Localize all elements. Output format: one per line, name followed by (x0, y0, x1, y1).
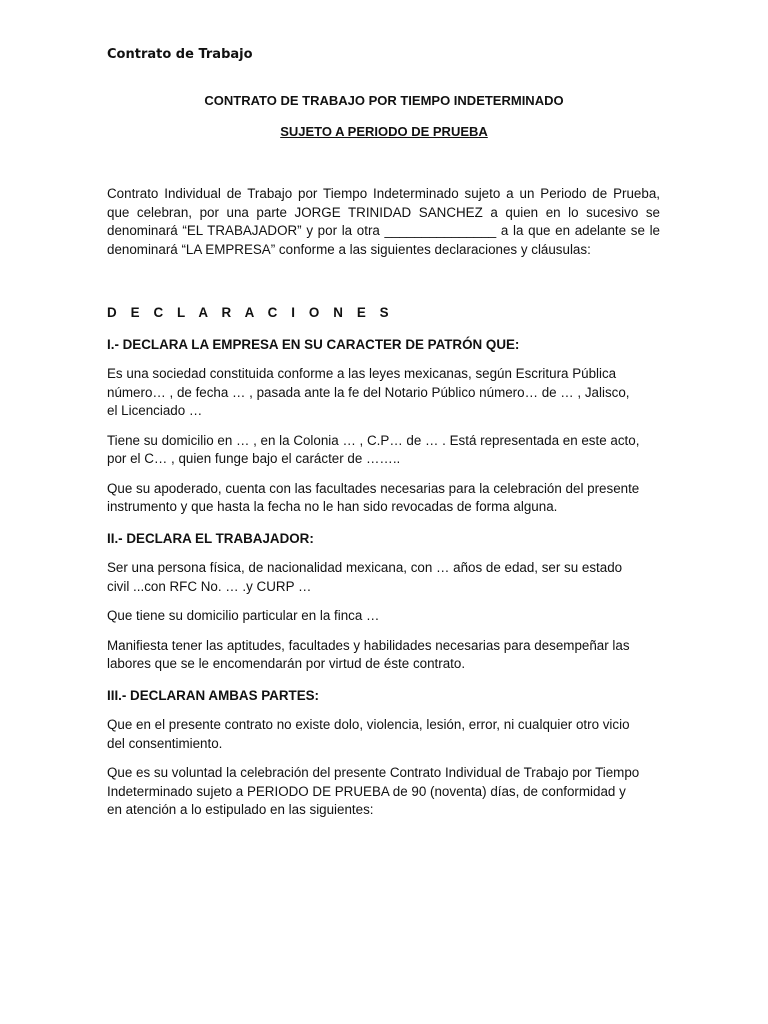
section-heading-trabajador: II.- DECLARA EL TRABAJADOR: (107, 530, 314, 546)
section-heading-empresa: I.- DECLARA LA EMPRESA EN SU CARACTER DE PATRÓN QUE: (107, 336, 520, 352)
ambas-paragraph-will (107, 764, 660, 820)
trabajador-paragraph-identity (107, 559, 660, 596)
paragraph-line: por el C… , quien funge bajo el carácter de …….. (107, 451, 401, 466)
paragraph-line: civil ...con RFC No. … .y CURP … (107, 578, 312, 594)
trabajador-paragraph-aptitudes (107, 637, 660, 674)
paragraph-line: Manifiesta tener las aptitudes, facultades y habilidades necesarias para desempeñar las (107, 637, 630, 653)
paragraph-line: Indeterminado sujeto a PERIODO DE PRUEBA de 90 (noventa) días, de conformidad y (107, 783, 626, 799)
paragraph-line: del consentimiento. (107, 735, 223, 751)
paragraph-line: el Licenciado … (107, 403, 203, 418)
contract-subtitle: SUJETO A PERIODO DE PRUEBA (280, 124, 488, 139)
trabajador-paragraph-domicile: Que tiene su domicilio particular en la finca … (107, 608, 380, 623)
paragraph-line: Que su apoderado, cuenta con las facultades necesarias para la celebración del presente (107, 480, 640, 496)
paragraph-line: Que en el presente contrato no existe dolo, violencia, lesión, error, ni cualquier otro vicio (107, 717, 630, 732)
paragraph-line: Tiene su domicilio en … , en la Colonia … , C.P… de … . Está representada en este acto, (107, 432, 640, 448)
paragraph-line: labores que se le encomendarán por virtud de éste contrato. (107, 656, 466, 671)
declaraciones-heading: D E C L A R A C I O N E S (107, 305, 394, 320)
intro-line: Contrato Individual de Trabajo por Tiempo Indeterminado sujeto a un Periodo de Prueba, (107, 186, 660, 201)
intro-line: denominará “EL TRABAJADOR” y por la otra _______________ a la que en adelante se le (107, 223, 660, 238)
paragraph-line: número… , de fecha … , pasada ante la fe del Notario Público número… de … , Jalisco, (107, 384, 630, 400)
contract-title: CONTRATO DE TRABAJO POR TIEMPO INDETERMINADO (204, 93, 564, 108)
intro-paragraph (107, 185, 660, 259)
ambas-paragraph-consent (107, 716, 660, 753)
intro-line: denominará “LA EMPRESA” conforme a las siguientes declaraciones y cláusulas: (107, 241, 591, 257)
empresa-paragraph-domicile (107, 432, 660, 469)
empresa-paragraph-constitution (107, 365, 660, 421)
empresa-paragraph-representative (107, 480, 660, 517)
section-heading-ambas-partes: III.- DECLARAN AMBAS PARTES: (107, 687, 320, 703)
document-body (107, 185, 660, 820)
document-header-label: Contrato de Trabajo (107, 47, 253, 62)
paragraph-line: Que es su voluntad la celebración del presente Contrato Individual de Trabajo por Tiempo (107, 765, 640, 780)
paragraph-line: Es una sociedad constituida conforme a las leyes mexicanas, según Escritura Pública (107, 366, 617, 381)
paragraph-line: en atención a lo estipulado en las siguientes: (107, 802, 374, 817)
paragraph-line: instrumento y que hasta la fecha no le han sido revocadas de forma alguna. (107, 499, 558, 514)
paragraph-line: Ser una persona física, de nacionalidad mexicana, con … años de edad, ser su estado (107, 560, 623, 575)
intro-line: que celebran, por una parte JORGE TRINIDAD SANCHEZ a quien en lo sucesivo se (107, 204, 660, 220)
